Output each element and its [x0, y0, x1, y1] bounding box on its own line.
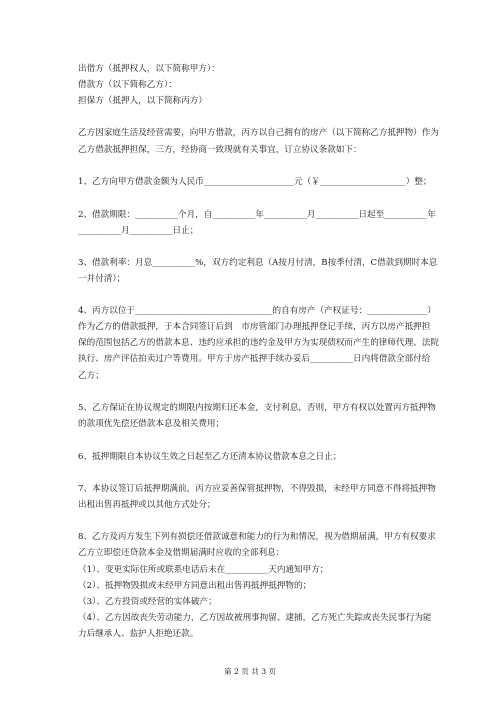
clause-2-line: 2、借款期限：__________个月，自__________年__________月__________日起至__________年 — [78, 210, 436, 220]
clause-4-line: 作为乙方的借款抵押，于本合同签订后到 市房管部门办理抵押登记手续，丙方以房产抵押担 — [78, 322, 431, 332]
clause-8-item: 力后继承人、监护人拒绝还款。 — [78, 629, 199, 639]
lender-line: 出借方（抵押权人，以下简称甲方）： — [78, 64, 220, 74]
clause-5-line: 5、乙方保证在协议规定的期限内按期归还本金，支付利息，否则，甲方有权以处置丙方抵押物 — [78, 403, 436, 413]
clause-8-item: （4）、乙方因故丧失劳动能力，乙方因故被刑事拘留、逮捕，乙方死亡失踪或丧失民事行为能 — [78, 613, 432, 623]
clause-4-line: 乙方； — [78, 371, 104, 381]
clause-3-line: 3、借款利率：月息__________%，双方约定利息（A按月付清，B按季付清，C借款到期时本息 — [78, 258, 438, 268]
clause-5-line: 的款项优先偿还借款本息及相关费用； — [78, 419, 225, 429]
clause-8-item: （1）、变更实际住所或联系电话后未在__________天内通知甲方； — [78, 565, 329, 575]
guarantor-line: 担保方（抵押人，以下简称丙方） — [78, 96, 207, 106]
page-number-footer: 第 2 页 共 3 页 — [223, 667, 277, 676]
clause-4-line: 保的范围包括乙方的借款本息、违约应承担的违约金及甲方为实现债权而产生的律师代理、法院 — [78, 338, 439, 348]
intro-line: 乙方因家庭生活及经营需要，向甲方借款，丙方以自己拥有的房产（以下简称乙方抵押物）作为 — [78, 128, 439, 138]
clause-8-item: （3）、乙方投资或经营的实体破产； — [78, 597, 217, 607]
clause-8-line: 乙方立即偿还贷款本金及借期届满时应收的全部利息： — [78, 548, 285, 558]
clause-4-line: 4、丙方以位于________________________________的自有房产（产权证号：______________） — [78, 306, 436, 316]
intro-line: 乙方借款抵押担保，三方，经协商一致现就有关事宜，订立协议条款如下： — [78, 145, 362, 155]
clause-1-line: 1、乙方向甲方借款金额为人民币_____________________元（￥____________________）整； — [78, 177, 432, 187]
clause-4-line: 执行、房产评估拍卖过户等费用。甲方于房产抵押手续办妥后__________日内将借款全部付给 — [78, 354, 431, 364]
clause-6-line: 6、抵押期限自本协议生效之日起至乙方还清本协议借款本息之日止； — [78, 452, 342, 462]
clause-8-line: 8、乙方及丙方发生下列有损偿还借款诚意和能力的行为和情况，视为借期届满，甲方有权要求 — [78, 532, 436, 542]
clause-8-item: （2）、抵押物毁损或未经甲方同意出租出售再抵押抵押物的； — [78, 581, 312, 591]
clause-3-line: 一并付清）； — [78, 274, 126, 284]
clause-7-line: 7、本协议签订后抵押期满前，丙方应妥善保管抵押物，不得毁损，未经甲方同意不得将抵押物 — [78, 484, 436, 494]
borrower-line: 借款方（以下简称乙方）： — [78, 80, 177, 90]
clause-2-line: __________月__________日止； — [78, 226, 199, 236]
clause-7-line: 出租出售再抵押或以其他方式处分； — [78, 500, 216, 510]
